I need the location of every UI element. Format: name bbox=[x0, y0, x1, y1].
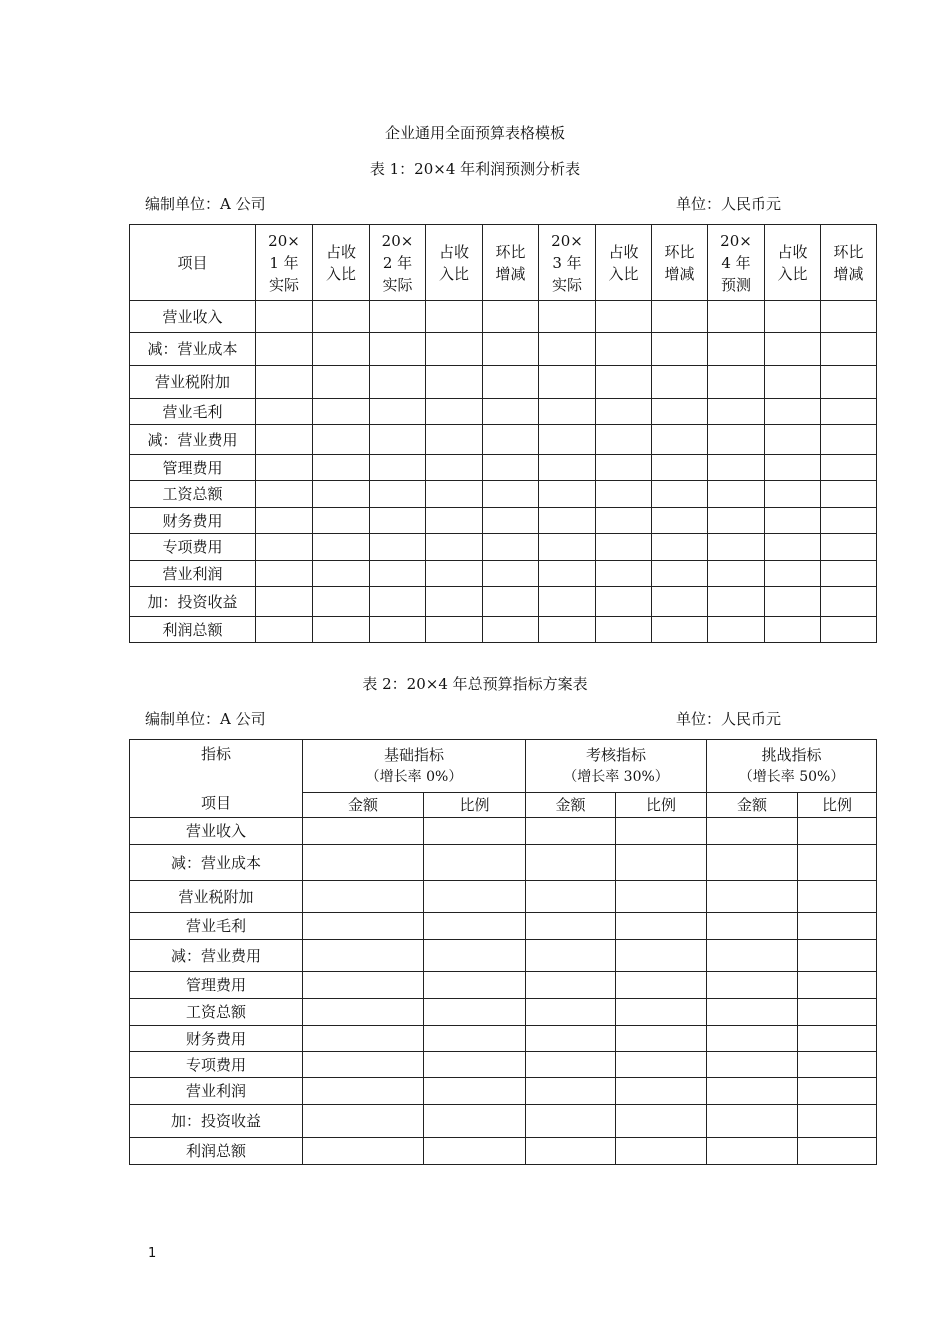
table1-cell bbox=[821, 301, 877, 333]
table2-cell bbox=[616, 1105, 707, 1138]
table1-cell bbox=[821, 617, 877, 643]
table2-cell bbox=[707, 1105, 798, 1138]
table1-cell bbox=[652, 508, 708, 534]
table1-cell bbox=[426, 301, 483, 333]
table2-cell bbox=[303, 881, 424, 913]
table1-header-item: 项目 bbox=[130, 225, 256, 301]
table1-cell bbox=[821, 333, 877, 366]
table2-group-challenge bbox=[707, 740, 877, 793]
table2-cell bbox=[616, 913, 707, 940]
table2-cell bbox=[707, 881, 798, 913]
table1-row-label: 营业利润 bbox=[130, 561, 256, 587]
table1-cell bbox=[708, 561, 765, 587]
table1-cell bbox=[483, 366, 539, 399]
table2-cell bbox=[707, 1052, 798, 1078]
table1-header-col: 占收 入比 bbox=[426, 225, 483, 301]
group-name: 挑战指标 bbox=[761, 746, 822, 764]
table2-cell bbox=[707, 913, 798, 940]
table1-cell bbox=[765, 561, 821, 587]
table1-header-col: 占收 入比 bbox=[596, 225, 652, 301]
table1-cell bbox=[426, 366, 483, 399]
table1-cell bbox=[708, 425, 765, 455]
table1-cell bbox=[426, 333, 483, 366]
table1-cell bbox=[765, 399, 821, 425]
table2-cell bbox=[707, 999, 798, 1026]
table1-cell bbox=[483, 508, 539, 534]
table1-cell bbox=[539, 333, 596, 366]
table2-group-basic bbox=[303, 740, 526, 793]
table1-cell bbox=[256, 366, 313, 399]
table1-row bbox=[130, 508, 877, 534]
table1-row bbox=[130, 481, 877, 508]
table2-corner-cell bbox=[130, 740, 303, 818]
table1-cell bbox=[765, 301, 821, 333]
table1-cell bbox=[652, 399, 708, 425]
table1-cell bbox=[483, 534, 539, 561]
table2-cell bbox=[798, 818, 877, 845]
table1-cell bbox=[370, 425, 426, 455]
table1-cell bbox=[370, 366, 426, 399]
table1-cell bbox=[708, 617, 765, 643]
table1-cell bbox=[256, 508, 313, 534]
table2-subheader: 金额 bbox=[303, 793, 424, 818]
group-rate: （增长率 30%） bbox=[563, 769, 669, 785]
table2-cell bbox=[303, 913, 424, 940]
table2-cell bbox=[303, 940, 424, 972]
table1-cell bbox=[652, 333, 708, 366]
table2-row-label: 减：营业成本 bbox=[130, 845, 303, 881]
table2-corner-top: 指标 bbox=[200, 745, 231, 763]
table2-subheader: 金额 bbox=[526, 793, 616, 818]
table2-cell bbox=[424, 1105, 526, 1138]
table2-row-label: 营业税附加 bbox=[130, 881, 303, 913]
table2-cell bbox=[424, 1138, 526, 1165]
table2-cell bbox=[424, 999, 526, 1026]
table1-cell bbox=[426, 534, 483, 561]
table2-cell bbox=[798, 1052, 877, 1078]
table1-cell bbox=[821, 587, 877, 617]
table1-cell bbox=[370, 508, 426, 534]
table2-cell bbox=[707, 845, 798, 881]
table1-cell bbox=[708, 301, 765, 333]
table2-row-label: 财务费用 bbox=[130, 1026, 303, 1052]
table1-unit-right: 单位：人民币元 bbox=[676, 195, 782, 213]
table1-cell bbox=[596, 481, 652, 508]
table1-row-label: 工资总额 bbox=[130, 481, 256, 508]
table1-cell bbox=[596, 617, 652, 643]
table2-row-label: 管理费用 bbox=[130, 972, 303, 999]
table2-cell bbox=[798, 1138, 877, 1165]
table1-cell bbox=[765, 508, 821, 534]
table2-subheader: 金额 bbox=[707, 793, 798, 818]
table1-row-label: 减：营业成本 bbox=[130, 333, 256, 366]
table1-cell bbox=[483, 481, 539, 508]
table2-cell bbox=[798, 845, 877, 881]
table1-header-col: 占收 入比 bbox=[313, 225, 370, 301]
table1-cell bbox=[765, 617, 821, 643]
document-title: 企业通用全面预算表格模板 bbox=[384, 124, 565, 142]
table1-cell bbox=[821, 561, 877, 587]
table1-cell bbox=[596, 366, 652, 399]
table1-cell bbox=[313, 534, 370, 561]
table2-row-label: 营业利润 bbox=[130, 1078, 303, 1105]
table2-cell bbox=[424, 1026, 526, 1052]
table1-title: 表 1：20×4 年利润预测分析表 bbox=[369, 160, 581, 178]
table1-cell bbox=[708, 366, 765, 399]
table1-unit-left: 编制单位：A 公司 bbox=[145, 195, 266, 213]
table1-cell bbox=[765, 587, 821, 617]
table2-cell bbox=[616, 1026, 707, 1052]
table1-cell bbox=[596, 333, 652, 366]
table1-cell bbox=[426, 425, 483, 455]
table1-cell bbox=[708, 481, 765, 508]
table1-cell bbox=[256, 617, 313, 643]
table1-cell bbox=[539, 425, 596, 455]
table2-cell bbox=[798, 881, 877, 913]
table2-cell bbox=[303, 972, 424, 999]
table2-cell bbox=[526, 1026, 616, 1052]
table1-header-col: 环比 增减 bbox=[821, 225, 877, 301]
table2-cell bbox=[798, 913, 877, 940]
group-name: 基础指标 bbox=[384, 746, 445, 764]
table1-row-label: 营业毛利 bbox=[130, 399, 256, 425]
table2-row bbox=[130, 1105, 877, 1138]
table2-row bbox=[130, 913, 877, 940]
table1-cell bbox=[596, 587, 652, 617]
table1-cell bbox=[483, 617, 539, 643]
table1-row bbox=[130, 425, 877, 455]
table2-cell bbox=[303, 1052, 424, 1078]
table2-row bbox=[130, 940, 877, 972]
table1-cell bbox=[596, 425, 652, 455]
table2-cell bbox=[526, 1078, 616, 1105]
table1-cell bbox=[539, 301, 596, 333]
table2-cell bbox=[616, 1138, 707, 1165]
table1-cell bbox=[821, 508, 877, 534]
table1-cell bbox=[708, 399, 765, 425]
table2-cell bbox=[798, 940, 877, 972]
table1-cell bbox=[313, 399, 370, 425]
table1-header-col: 环比 增减 bbox=[483, 225, 539, 301]
table2-row bbox=[130, 1138, 877, 1165]
table2-cell bbox=[798, 972, 877, 999]
table1-cell bbox=[313, 333, 370, 366]
table2-cell bbox=[424, 818, 526, 845]
table1-cell bbox=[313, 366, 370, 399]
table1-cell bbox=[652, 534, 708, 561]
table1-cell bbox=[256, 587, 313, 617]
table1-cell bbox=[596, 399, 652, 425]
table2-cell bbox=[424, 1078, 526, 1105]
table2-row bbox=[130, 818, 877, 845]
table2-group-assessment bbox=[526, 740, 707, 793]
table1-row bbox=[130, 561, 877, 587]
table2-row-label: 加：投资收益 bbox=[130, 1105, 303, 1138]
group-rate: （增长率 0%） bbox=[365, 769, 463, 785]
table1-cell bbox=[539, 561, 596, 587]
table1-cell bbox=[483, 425, 539, 455]
table1-cell bbox=[821, 399, 877, 425]
table2-cell bbox=[707, 972, 798, 999]
table2-title: 表 2：20×4 年总预算指标方案表 bbox=[362, 675, 588, 693]
table2-cell bbox=[303, 999, 424, 1026]
table1-cell bbox=[370, 333, 426, 366]
table1-cell bbox=[539, 399, 596, 425]
table1-header-col: 20× 3 年 实际 bbox=[539, 225, 596, 301]
table1-row-label: 营业收入 bbox=[130, 301, 256, 333]
table1-cell bbox=[652, 301, 708, 333]
table1-row bbox=[130, 399, 877, 425]
table2-cell bbox=[424, 845, 526, 881]
table1-cell bbox=[313, 587, 370, 617]
table1-header-col: 20× 1 年 实际 bbox=[256, 225, 313, 301]
table2-cell bbox=[303, 845, 424, 881]
table1-cell bbox=[821, 481, 877, 508]
table1-cell bbox=[313, 455, 370, 481]
table1-header-col: 占收 入比 bbox=[765, 225, 821, 301]
table1-cell bbox=[256, 455, 313, 481]
table1-cell bbox=[256, 561, 313, 587]
table2-row-label: 营业毛利 bbox=[130, 913, 303, 940]
table1-cell bbox=[256, 301, 313, 333]
table2-cell bbox=[303, 1105, 424, 1138]
table1-cell bbox=[426, 455, 483, 481]
table1-cell bbox=[539, 617, 596, 643]
table2-cell bbox=[303, 1026, 424, 1052]
table2-cell bbox=[526, 913, 616, 940]
table1-cell bbox=[821, 455, 877, 481]
table1-cell bbox=[708, 333, 765, 366]
table2-unit-right: 单位：人民币元 bbox=[676, 710, 782, 728]
table1-row bbox=[130, 333, 877, 366]
table1-cell bbox=[821, 534, 877, 561]
table1-cell bbox=[313, 481, 370, 508]
table1-row bbox=[130, 534, 877, 561]
table1-cell bbox=[370, 534, 426, 561]
table2-cell bbox=[526, 818, 616, 845]
table2-cell bbox=[526, 999, 616, 1026]
table1-cell bbox=[765, 455, 821, 481]
table1-cell bbox=[483, 333, 539, 366]
table2-row bbox=[130, 1078, 877, 1105]
table2-cell bbox=[616, 999, 707, 1026]
table1-row-label: 营业税附加 bbox=[130, 366, 256, 399]
table1-cell bbox=[652, 425, 708, 455]
table1-cell bbox=[256, 534, 313, 561]
table1-cell bbox=[652, 617, 708, 643]
table2-cell bbox=[616, 972, 707, 999]
table1-cell bbox=[708, 534, 765, 561]
table1-row-label: 利润总额 bbox=[130, 617, 256, 643]
table2-cell bbox=[798, 1026, 877, 1052]
table2-row bbox=[130, 999, 877, 1026]
table1-cell bbox=[652, 561, 708, 587]
table2-cell bbox=[424, 913, 526, 940]
table2-row-label: 营业收入 bbox=[130, 818, 303, 845]
table1-cell bbox=[483, 587, 539, 617]
table1-cell bbox=[821, 366, 877, 399]
table1-cell bbox=[539, 534, 596, 561]
table2-cell bbox=[616, 1078, 707, 1105]
table2-subheader: 比例 bbox=[424, 793, 526, 818]
table1-cell bbox=[708, 587, 765, 617]
table1-cell bbox=[652, 481, 708, 508]
table1-row-label: 专项费用 bbox=[130, 534, 256, 561]
table1-cell bbox=[765, 481, 821, 508]
table1-row-label: 加：投资收益 bbox=[130, 587, 256, 617]
table2-cell bbox=[707, 940, 798, 972]
table1-cell bbox=[426, 617, 483, 643]
table1-cell bbox=[539, 366, 596, 399]
table1-cell bbox=[821, 425, 877, 455]
table2-cell bbox=[424, 972, 526, 999]
table1-cell bbox=[426, 587, 483, 617]
table2-row-label: 工资总额 bbox=[130, 999, 303, 1026]
table1-header-col: 20× 4 年 预测 bbox=[708, 225, 765, 301]
table2-row bbox=[130, 972, 877, 999]
table1-cell bbox=[539, 587, 596, 617]
table2-cell bbox=[707, 1138, 798, 1165]
table2-cell bbox=[424, 1052, 526, 1078]
table2-cell bbox=[526, 845, 616, 881]
table1-cell bbox=[426, 508, 483, 534]
table2-cell bbox=[526, 881, 616, 913]
table1-cell bbox=[765, 366, 821, 399]
table1-row-label: 管理费用 bbox=[130, 455, 256, 481]
table2-cell bbox=[616, 881, 707, 913]
table1-cell bbox=[652, 455, 708, 481]
table1-cell bbox=[370, 561, 426, 587]
table1-cell bbox=[596, 455, 652, 481]
table2-cell bbox=[707, 818, 798, 845]
table1-cell bbox=[539, 455, 596, 481]
table1-cell bbox=[708, 508, 765, 534]
table1-cell bbox=[539, 481, 596, 508]
table1-cell bbox=[370, 617, 426, 643]
table2-cell bbox=[526, 1052, 616, 1078]
table1-cell bbox=[313, 508, 370, 534]
table2-row bbox=[130, 881, 877, 913]
table1-cell bbox=[426, 561, 483, 587]
table1-cell bbox=[765, 333, 821, 366]
table1-cell bbox=[765, 425, 821, 455]
table2-cell bbox=[424, 940, 526, 972]
table1-cell bbox=[313, 617, 370, 643]
table2-cell bbox=[707, 1026, 798, 1052]
table1-cell bbox=[256, 481, 313, 508]
table1-cell bbox=[426, 399, 483, 425]
table1-cell bbox=[708, 455, 765, 481]
table1-cell bbox=[483, 455, 539, 481]
table1-cell bbox=[652, 366, 708, 399]
table1-header-col: 环比 增减 bbox=[652, 225, 708, 301]
table1-cell bbox=[370, 399, 426, 425]
table2-cell bbox=[303, 818, 424, 845]
table2-subheader: 比例 bbox=[798, 793, 877, 818]
table2-unit-left: 编制单位：A 公司 bbox=[145, 710, 266, 728]
table1-cell bbox=[313, 301, 370, 333]
table1-row bbox=[130, 366, 877, 399]
table1-cell bbox=[765, 534, 821, 561]
table2-cell bbox=[526, 972, 616, 999]
table1-cell bbox=[426, 481, 483, 508]
table1-cell bbox=[596, 534, 652, 561]
table2-row-label: 减：营业费用 bbox=[130, 940, 303, 972]
table1-cell bbox=[256, 399, 313, 425]
table2-cell bbox=[526, 1138, 616, 1165]
table2-cell bbox=[798, 1078, 877, 1105]
table1-row-label: 财务费用 bbox=[130, 508, 256, 534]
page-number: 1 bbox=[148, 1246, 157, 1261]
table1-cell bbox=[370, 481, 426, 508]
table2-cell bbox=[707, 1078, 798, 1105]
table2-cell bbox=[303, 1078, 424, 1105]
table1-cell bbox=[370, 587, 426, 617]
table2-corner-bottom: 项目 bbox=[200, 794, 231, 812]
table1-row bbox=[130, 587, 877, 617]
table1-header-row bbox=[130, 225, 877, 301]
table1-cell bbox=[256, 425, 313, 455]
table2-cell bbox=[526, 1105, 616, 1138]
table2-row bbox=[130, 845, 877, 881]
group-rate: （增长率 50%） bbox=[738, 769, 845, 785]
table1-row bbox=[130, 455, 877, 481]
table2-cell bbox=[303, 1138, 424, 1165]
group-name: 考核指标 bbox=[586, 746, 647, 764]
table2-cell bbox=[616, 845, 707, 881]
table1-cell bbox=[313, 561, 370, 587]
table1-cell bbox=[483, 301, 539, 333]
table1-header-col: 20× 2 年 实际 bbox=[370, 225, 426, 301]
table1-row-label: 减：营业费用 bbox=[130, 425, 256, 455]
table1-cell bbox=[483, 561, 539, 587]
table2-cell bbox=[798, 1105, 877, 1138]
table2-cell bbox=[526, 940, 616, 972]
table1-cell bbox=[652, 587, 708, 617]
table1-cell bbox=[370, 301, 426, 333]
table1-profit-forecast bbox=[129, 224, 877, 643]
table2-cell bbox=[424, 881, 526, 913]
table1-cell bbox=[256, 333, 313, 366]
table1-cell bbox=[370, 455, 426, 481]
table1-row bbox=[130, 301, 877, 333]
table1-cell bbox=[596, 301, 652, 333]
table2-row-label: 利润总额 bbox=[130, 1138, 303, 1165]
table2-row bbox=[130, 1052, 877, 1078]
table2-cell bbox=[616, 940, 707, 972]
table1-cell bbox=[596, 561, 652, 587]
table1-row bbox=[130, 617, 877, 643]
table1-cell bbox=[539, 508, 596, 534]
table2-cell bbox=[798, 999, 877, 1026]
table1-cell bbox=[596, 508, 652, 534]
table2-subheader: 比例 bbox=[616, 793, 707, 818]
table2-row-label: 专项费用 bbox=[130, 1052, 303, 1078]
table1-cell bbox=[483, 399, 539, 425]
table2-row bbox=[130, 1026, 877, 1052]
table2-group-header-row bbox=[130, 740, 877, 793]
table1-cell bbox=[313, 425, 370, 455]
table2-cell bbox=[616, 1052, 707, 1078]
table2-budget-targets bbox=[129, 739, 877, 1165]
table2-cell bbox=[616, 818, 707, 845]
